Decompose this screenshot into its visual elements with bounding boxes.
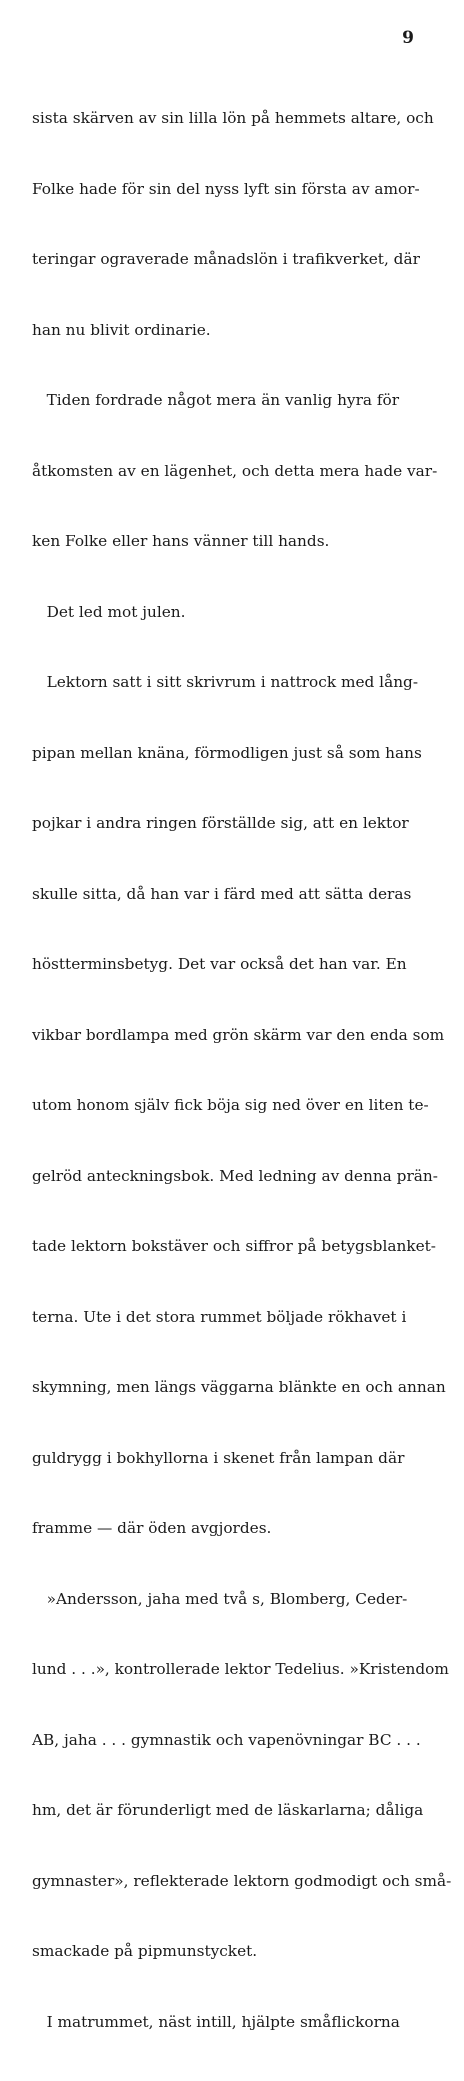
- text-line: guldrygg i bokhyllorna i skenet från lampan där: [32, 1448, 405, 1467]
- text-line: höstterminsbetyg. Det var också det han var. En: [32, 955, 407, 973]
- text-line: smackade på pipmunstycket.: [32, 1942, 258, 1960]
- text-line: Lektorn satt i sitt skrivrum i nattrock med lång-: [32, 673, 419, 691]
- text-line: ken Folke eller hans vänner till hands.: [32, 532, 330, 550]
- text-line: vikbar bordlampa med grön skärm var den enda som: [32, 1025, 445, 1044]
- text-line: skymning, men längs väggarna blänkte en och annan: [32, 1378, 446, 1396]
- text-line: utom honom själv fick böja sig ned över en liten te-: [32, 1096, 429, 1114]
- text-line: I matrummet, näst intill, hjälpte småflickorna: [32, 2012, 400, 2031]
- text-line: pojkar i andra ringen förställde sig, att en lektor: [32, 814, 409, 832]
- text-line: gelröd anteckningsbok. Med ledning av denna prän-: [32, 1166, 438, 1185]
- text-line: tade lektorn bokstäver och siffror på betygsblanket-: [32, 1237, 436, 1255]
- text-line: Folke hade för sin del nyss lyft sin första av amor-: [32, 179, 420, 198]
- text-line: Det led mot julen.: [32, 602, 186, 621]
- text-line: AB, jaha . . . gymnastik och vapenövningar BC . . .: [32, 1730, 421, 1749]
- body-text: [32, 60, 452, 2081]
- text-line: han nu blivit ordinarie.: [32, 320, 211, 339]
- text-line: pipan mellan knäna, förmodligen just så som hans: [32, 743, 422, 762]
- text-line: Tiden fordrade något mera än vanlig hyra för: [32, 391, 400, 409]
- text-line: framme — där öden avgjordes.: [32, 1519, 272, 1537]
- text-line: terna. Ute i det stora rummet böljade rökhavet i: [32, 1307, 407, 1326]
- text-line: lund . . .», kontrollerade lektor Tedelius. »Kristendom: [32, 1660, 449, 1678]
- text-line: åtkomsten av en lägenhet, och detta mera hade var-: [32, 461, 438, 480]
- text-line: gymnaster», reflekterade lektorn godmodigt och små-: [32, 1871, 452, 1890]
- page-number: 9: [402, 28, 414, 48]
- text-line: sista skärven av sin lilla lön på hemmets altare, och: [32, 109, 434, 127]
- text-line: »Andersson, jaha med två s, Blomberg, Ceder-: [32, 1589, 408, 1608]
- text-line: skulle sitta, då han var i färd med att sätta deras: [32, 884, 412, 903]
- text-line: teringar ograverade månadslön i trafikverket, där: [32, 250, 420, 268]
- text-line: hm, det är förunderligt med de läskarlarna; dåliga: [32, 1801, 424, 1819]
